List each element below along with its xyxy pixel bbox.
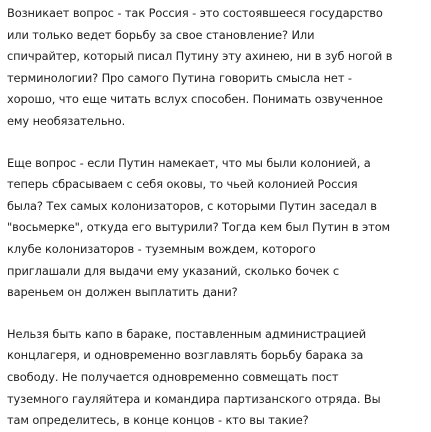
text-line: концлагеря, и одновременно возглавлять борьбу барака за xyxy=(7,348,364,363)
text-line: спичрайтер, который писал Путину эту ахинею, ни в зуб ногой в xyxy=(7,49,393,64)
text-line: теперь сбрасываем с себя оковы, то чьей колонией Россия xyxy=(7,177,358,192)
text-line: терминологии? Про самого Путина говорить смысла нет - xyxy=(7,70,352,85)
text-line: там определитесь, в конце концов - кто вы такие? xyxy=(7,413,309,428)
post-body xyxy=(7,3,425,432)
text-line: хорошо, что еще читать вслух способен. Понимать озвученное xyxy=(7,92,383,107)
text-line: клубе колонизаторов - туземным вождем, которого xyxy=(7,241,316,256)
text-line: Возникает вопрос - так Россия - это состоявшееся государство xyxy=(7,6,383,20)
text-line: свободу. Не получается одновременно совмещать пост xyxy=(7,369,339,384)
text-line: приглашали для выдачи ему указаний, сколько бочек с xyxy=(7,263,340,278)
paragraph-1 xyxy=(7,3,425,133)
text-line: Нельзя быть капо в бараке, поставленным администрацией xyxy=(7,326,367,341)
text-line: "восьмерке", откуда его вытурили? Тогда кем был Путин в этом xyxy=(7,220,391,235)
text-line: или только ведет борьбу за свое становление? Или xyxy=(7,27,315,42)
text-line: была? Тех самых колонизаторов, с которыми Путин заседал в xyxy=(7,198,377,213)
text-line: ему необязательно. xyxy=(7,113,126,128)
text-line: туземного гауляйтера и командира партизанского отряда. Вы xyxy=(7,391,381,406)
text-line: вареньем он должен выплатить дани? xyxy=(7,285,238,300)
paragraph-3 xyxy=(7,324,425,432)
paragraph-2 xyxy=(7,153,425,304)
text-line: Еще вопрос - если Путин намекает, что мы были колонией, а xyxy=(7,155,371,170)
